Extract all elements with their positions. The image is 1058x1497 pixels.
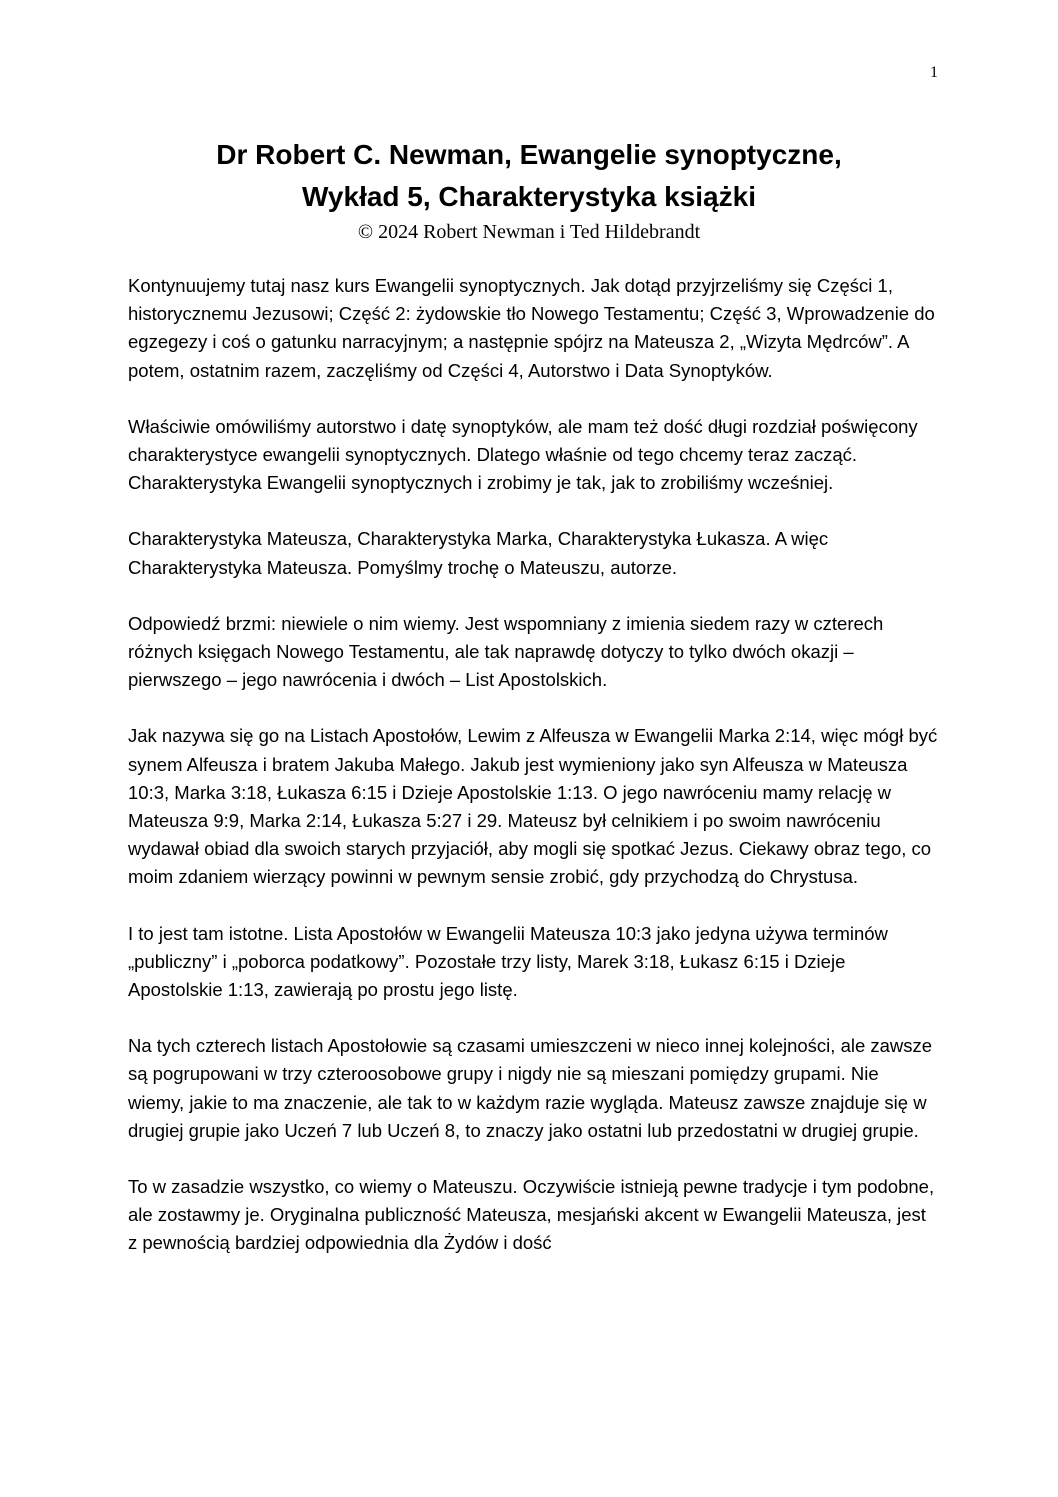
paragraph: Charakterystyka Mateusza, Charakterystyka Marka, Charakterystyka Łukasza. A więc Charakterystyka Mateusza. Pomyślmy trochę o Mateuszu, autorze. bbox=[128, 528, 829, 578]
paragraph: I to jest tam istotne. Lista Apostołów w Ewangelii Mateusza 10:3 jako jedyna używa terminów „publiczny” i „poborca podatkowy”. Pozostałe trzy listy, Marek 3:18, Łukasz 6:15 i Dzieje Apostolskie 1:13, zawierają po prostu jego listę. bbox=[128, 922, 888, 1001]
paragraph: Właściwie omówiliśmy autorstwo i datę synoptyków, ale mam też dość długi rozdział poświęcony charakterystyce ewangelii synoptycznych. Dlatego właśnie od tego chcemy teraz zacząć. Charakterystyka Ewangelii synoptycznych i zrobimy je tak, jak to zrobiliśmy wcześniej. bbox=[128, 415, 918, 494]
paragraph: To w zasadzie wszystko, co wiemy o Mateuszu. Oczywiście istnieją pewne tradycje i tym podobne, ale zostawmy je. Oryginalna publiczność Mateusza, mesjański akcent w Ewangelii Mateusza, jest z pewnością bardziej odpowiednia dla Żydów i dość bbox=[128, 1176, 935, 1254]
page-number: 1 bbox=[930, 64, 938, 81]
paragraph: Odpowiedź brzmi: niewiele o nim wiemy. Jest wspomniany z imienia siedem razy w czterech różnych księgach Nowego Testamentu, ale tak naprawdę dotyczy to tylko dwóch okazji – pierwszego – jego nawrócenia i dwóch – List Apostolskich. bbox=[128, 612, 884, 691]
paragraph: Jak nazywa się go na Listach Apostołów, Lewim z Alfeusza w Ewangelii Marka 2:14, więc mógł być synem Alfeusza i bratem Jakuba Małego. Jakub jest wymieniony jako syn Alfeusza w Mateusza 10:3, Marka 3:18, Łukasza 6:15 i Dzieje Apostolskie 1:13. O jego nawróceniu mamy relację w Mateusza 9:9, Marka 2:14, Łukasza 5:27 i 29. Mateusz był celnikiem i po swoim nawróceniu wydawał obiad dla swoich starych przyjaciół, aby mogli się spotkać Jezus. Ciekawy obraz tego, co moim zdaniem wierzący powinni w pewnym sensie zrobić, gdy przychodzą do Chrystusa. bbox=[128, 725, 938, 888]
copyright-line: © 2024 Robert Newman i Ted Hildebrandt bbox=[357, 221, 701, 243]
paragraph: Kontynuujemy tutaj nasz kurs Ewangelii synoptycznych. Jak dotąd przyjrzeliśmy się Części 1, historycznemu Jezusowi; Część 2: żydowskie tło Nowego Testamentu; Część 3, Wprowadzenie do egzegezy i coś o gatunku narracyjnym; a następnie spójrz na Mateusza 2, „Wizyta Mędrców”. A potem, ostatnim razem, zaczęliśmy od Części 4, Autorstwo i Data Synoptyków. bbox=[128, 275, 935, 381]
paragraph: Na tych czterech listach Apostołowie są czasami umieszczeni w nieco innej kolejności, ale zawsze są pogrupowani w trzy czteroosobowe grupy i nigdy nie są mieszani pomiędzy grupami. Nie wiemy, jakie to ma znaczenie, ale tak to w każdym razie wygląda. Mateusz zawsze znajduje się w drugiej grupie jako Uczeń 7 lub Uczeń 8, to znaczy jako ostatni lub przedostatni w drugiej grupie. bbox=[128, 1035, 933, 1141]
document-body bbox=[128, 272, 938, 1286]
document-title bbox=[100, 134, 958, 218]
title-line-1: Dr Robert C. Newman, Ewangelie synoptyczne, bbox=[216, 139, 842, 170]
title-line-2: Wykład 5, Charakterystyka książki bbox=[302, 181, 756, 212]
